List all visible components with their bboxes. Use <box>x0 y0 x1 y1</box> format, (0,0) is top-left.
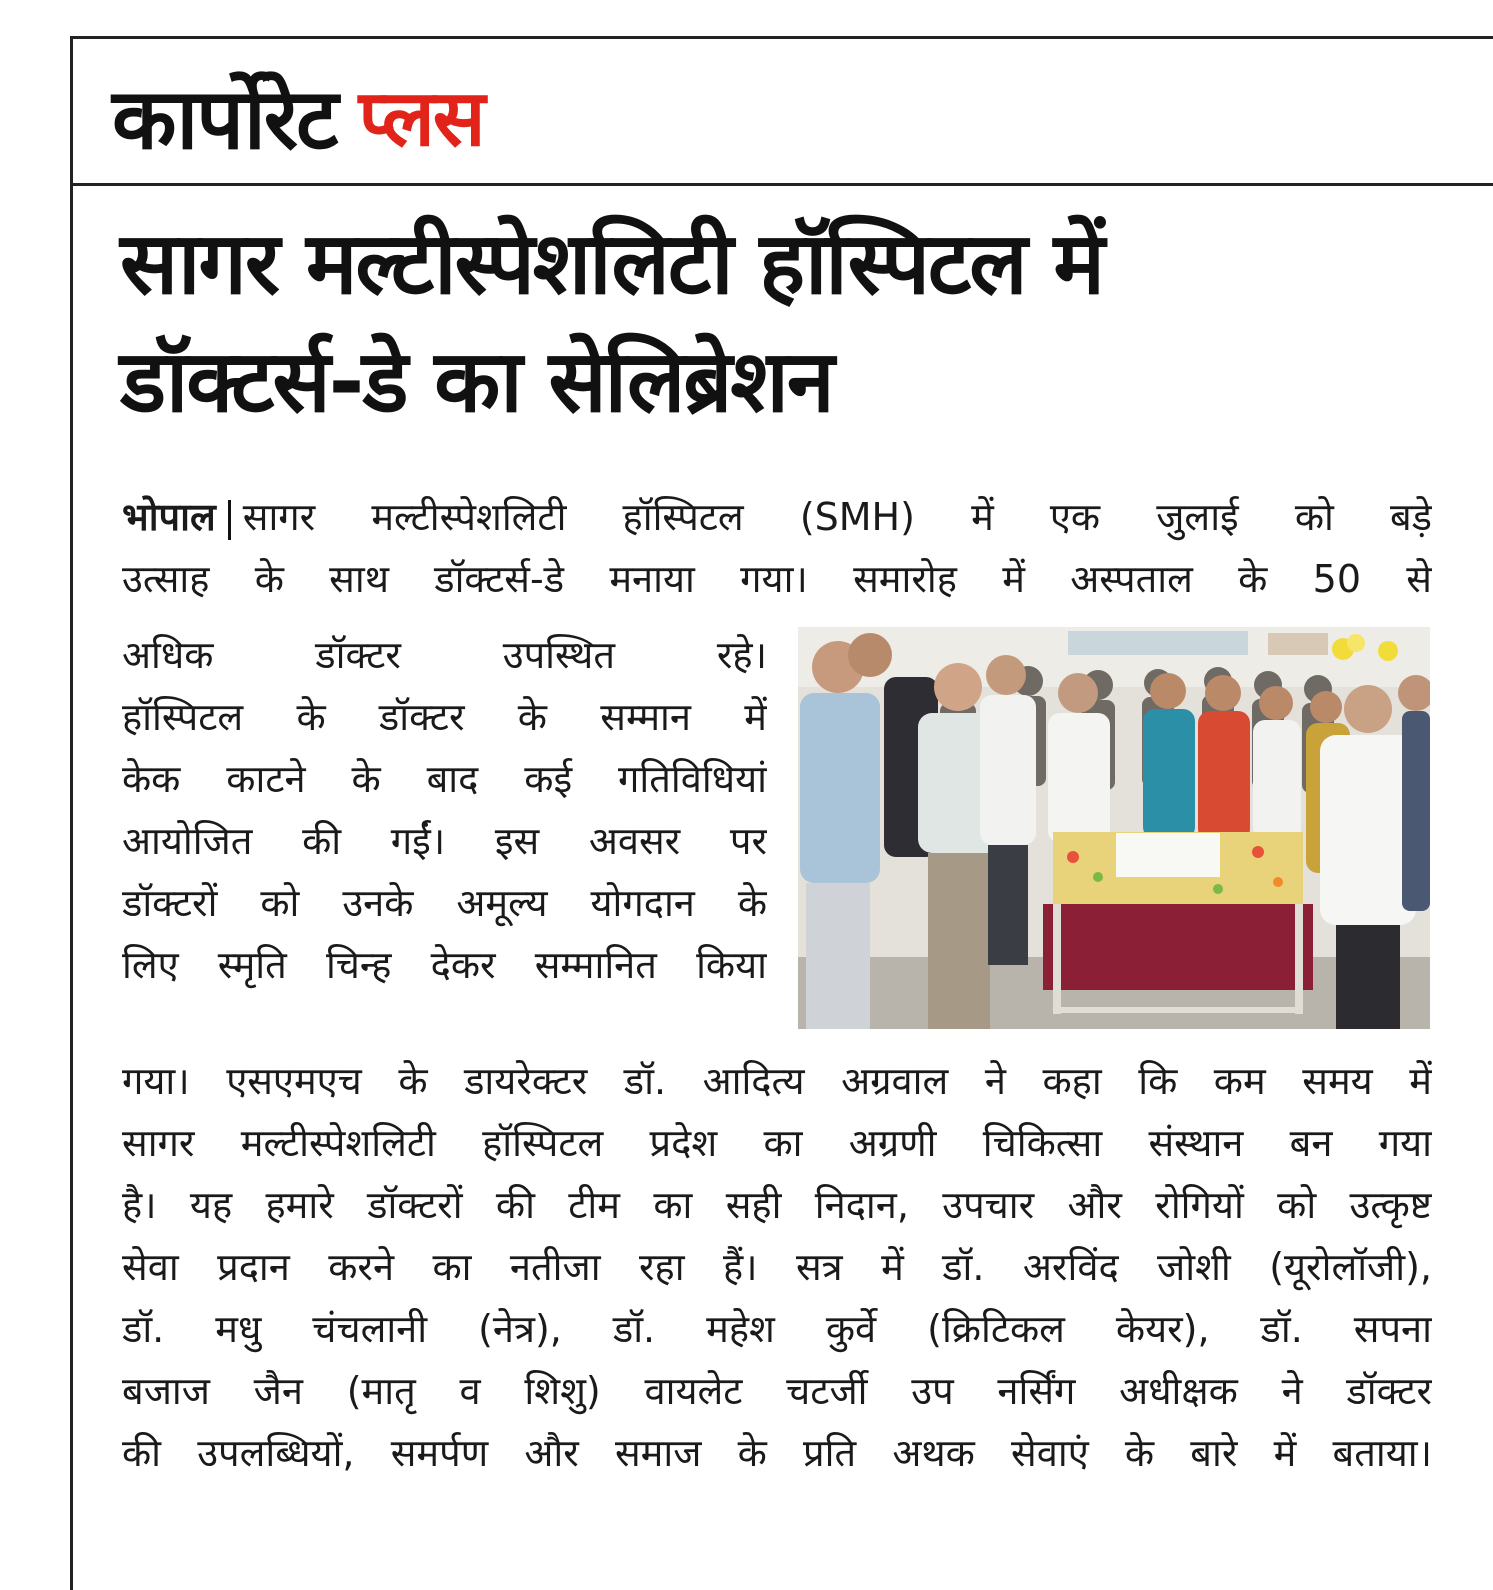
body-line: केक काटने के बाद कई गतिविधियां <box>122 757 767 801</box>
dateline-separator <box>228 500 231 540</box>
body-line: है। यह हमारे डॉक्टरों की टीम का सही निदान, उपचार और रोगियों को उत्कृष्ट <box>122 1183 1432 1227</box>
event-photo <box>798 627 1430 1029</box>
event-photo-illustration <box>798 627 1430 1029</box>
frame-top-rule <box>70 36 1493 39</box>
body-line: की उपलब्धियों, समर्पण और समाज के प्रति अथक सेवाएं के बारे में बताया। <box>122 1431 1432 1475</box>
body-line: आयोजित की गईं। इस अवसर पर <box>122 819 767 863</box>
body-line: बजाज जैन (मातृ व शिशु) वायलेट चटर्जी उप नर्सिंग अधीक्षक ने डॉक्टर <box>122 1369 1432 1413</box>
masthead-word-plus: प्लस <box>358 74 484 164</box>
dateline: भोपाल <box>122 495 216 539</box>
body-line: डॉक्टरों को उनके अमूल्य योगदान के <box>122 881 767 925</box>
frame-left-rule <box>70 36 73 1590</box>
body-line: सेवा प्रदान करने का नतीजा रहा हैं। सत्र में डॉ. अरविंद जोशी (यूरोलॉजी), <box>122 1245 1432 1289</box>
article-body-top <box>122 486 1432 610</box>
article-body-beside-photo <box>122 624 767 996</box>
body-line: डॉ. मधु चंचलानी (नेत्र), डॉ. महेश कुर्वे (क्रिटिकल केयर), डॉ. सपना <box>122 1307 1432 1351</box>
body-line: अधिक डॉक्टर उपस्थित रहे। <box>122 633 767 677</box>
body-line: गया। एसएमएच के डायरेक्टर डॉ. आदित्य अग्रवाल ने कहा कि कम समय में <box>122 1059 1432 1103</box>
body-line: लिए स्मृति चिन्ह देकर सम्मानित किया <box>122 943 767 987</box>
body-line: भोपाल सागर मल्टीस्पेशलिटी हॉस्पिटल (SMH) में एक जुलाई को बड़े <box>122 495 1432 539</box>
body-line: हॉस्पिटल के डॉक्टर के सम्मान में <box>122 695 767 739</box>
masthead-divider <box>70 183 1493 186</box>
section-masthead <box>112 60 483 170</box>
article-body-bottom <box>122 1050 1432 1484</box>
body-line: उत्साह के साथ डॉक्टर्स-डे मनाया गया। समारोह में अस्पताल के 50 से <box>122 557 1432 601</box>
masthead-word-corporate: कार्पोरेट <box>112 69 337 168</box>
body-line: सागर मल्टीस्पेशलिटी हॉस्पिटल प्रदेश का अग्रणी चिकित्सा संस्थान बन गया <box>122 1121 1432 1165</box>
headline-line-2: डॉक्टर्स-डे का सेलिब्रेशन <box>120 332 833 432</box>
article-headline <box>120 205 1470 441</box>
headline-line-1: सागर मल्टीस्पेशलिटी हॉस्पिटल में <box>120 214 1103 314</box>
